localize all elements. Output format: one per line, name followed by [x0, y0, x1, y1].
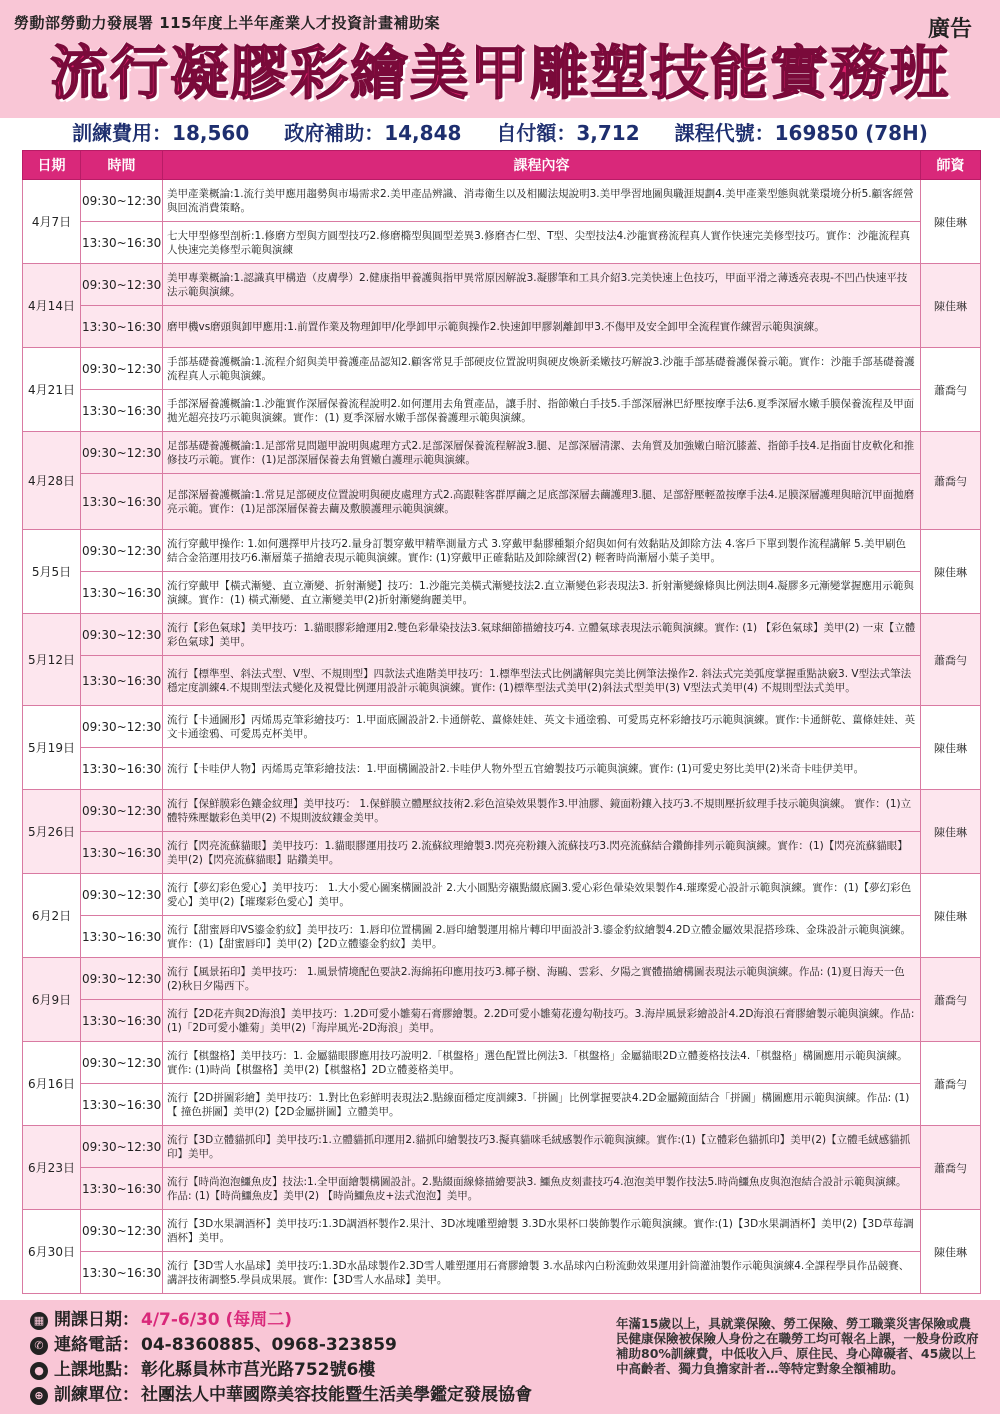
session-content: 流行【甜蜜唇印VS鎏金豹紋】美甲技巧：1.唇印位置構圖 2.唇印繪製運用棉片轉印甲面設計3.鎏金豹紋繪製4.2D立體金屬效果混搭珍珠、金珠設計示範與演練。實作：(1)【甜蜜唇印】美甲(2)【2D立體鎏金豹紋】美甲。: [163, 916, 921, 958]
address-row: [30, 1358, 532, 1383]
session-teacher: 蕭喬勻: [921, 614, 981, 706]
session-date: 4月28日: [23, 432, 81, 530]
session-time: 09:30~12:30: [81, 1126, 163, 1168]
course-code: 課程代號：169850 (78H): [674, 121, 928, 145]
session-date: 5月12日: [23, 614, 81, 706]
session-content: 流行【風景拓印】美甲技巧： 1.風景情境配色要訣2.海綿拓印應用技巧3.椰子樹、海鷗、雲彩、夕陽之實體描繪構圖表現法示範與演練。作品: (1)夏日海天一色(2)秋日夕陽西下。: [163, 958, 921, 1000]
session-content: 足部深層養護概論:1.常見足部硬皮位置說明與硬皮處理方式2.高跟鞋客群厚繭之足底部深層去繭護理3.腿、足部舒壓輕盈按摩手法4.足膜深層護理與暗沉甲面拋磨亮示範。實作：(1)足部深層保養去繭及敷膜護理示範與演練。: [163, 474, 921, 530]
table-row: [23, 348, 981, 390]
session-content: 美甲產業概論:1.流行美甲應用趨勢與市場需求2.美甲產品辨識、消毒衛生以及相關法規說明3.美甲學習地圖與職涯規劃4.美甲產業型態與就業環境分析5.顧客經營與回流消費策略。: [163, 180, 921, 222]
table-row: [23, 1126, 981, 1168]
header-date: 日期: [23, 151, 81, 180]
table-row: [23, 264, 981, 306]
session-time: 13:30~16:30: [81, 832, 163, 874]
session-date: 6月16日: [23, 1042, 81, 1126]
session-time: 09:30~12:30: [81, 958, 163, 1000]
table-row: [23, 1000, 981, 1042]
session-teacher: 蕭喬勻: [921, 1126, 981, 1210]
start-date-row: [30, 1308, 532, 1333]
session-time: 09:30~12:30: [81, 1042, 163, 1084]
table-row: [23, 222, 981, 264]
session-date: 6月9日: [23, 958, 81, 1042]
session-content: 流行穿戴甲操作: 1.如何選擇甲片技巧2.量身訂製穿戴甲精準測量方式 3.穿戴甲黏膠種類介紹與如何有效黏貼及卸除方法 4.客戶下單到製作流程講解 5.美甲刷色結合金箔運用技巧6.漸層葉子描繪表現示範與演練。實作: (1)穿戴甲正確黏貼及卸除練習(2) 輕奢時尚漸層小葉子美甲。: [163, 530, 921, 572]
session-teacher: 蕭喬勻: [921, 958, 981, 1042]
table-row: [23, 1084, 981, 1126]
table-row: [23, 572, 981, 614]
session-time: 13:30~16:30: [81, 1168, 163, 1210]
address-value: 彰化縣員林市莒光路752號6樓: [141, 1360, 376, 1380]
session-content: 磨甲機vs磨頭與卸甲應用:1.前置作業及物理卸甲/化學卸甲示範與操作2.快速卸甲膠剝離卸甲3.不傷甲及安全卸甲全流程實作練習示範與演練。: [163, 306, 921, 348]
government-subsidy: 政府補助：14,848: [284, 121, 462, 145]
globe-icon: ⊕: [30, 1387, 48, 1405]
session-date: 4月14日: [23, 264, 81, 348]
table-row: [23, 306, 981, 348]
session-content: 流行【夢幻彩色愛心】美甲技巧： 1.大小愛心圖案構圖設計 2.大小圓點旁襯點綴底圖3.愛心彩色暈染效果製作4.璀璨愛心設計示範與演練。實作：(1)【夢幻彩色愛心】美甲(2)【璀璨彩色愛心】美甲。: [163, 874, 921, 916]
session-content: 流行【3D立體貓抓印】美甲技巧:1.立體貓抓印運用2.貓抓印繪製技巧3.擬真貓咪毛絨感製作示範與演練。實作:(1)【立體彩色貓抓印】美甲(2)【立體毛絨感貓抓印】美甲。: [163, 1126, 921, 1168]
header-time: 時間: [81, 151, 163, 180]
session-date: 5月26日: [23, 790, 81, 874]
session-time: 13:30~16:30: [81, 572, 163, 614]
session-time: 09:30~12:30: [81, 790, 163, 832]
table-row: [23, 530, 981, 572]
table-row: [23, 474, 981, 530]
session-content: 美甲專業概論:1.認識真甲構造（皮膚學）2.健康指甲養護與指甲異常原因解說3.凝膠筆和工具介紹3.完美快速上色技巧，甲面平滑之薄透亮表現-不凹凸快速平技法示範與演練。: [163, 264, 921, 306]
session-time: 09:30~12:30: [81, 530, 163, 572]
table-row: [23, 748, 981, 790]
start-date-value: 4/7-6/30 (每周二): [141, 1310, 293, 1330]
session-date: 6月30日: [23, 1210, 81, 1294]
session-time: 09:30~12:30: [81, 264, 163, 306]
session-time: 13:30~16:30: [81, 1000, 163, 1042]
session-time: 09:30~12:30: [81, 180, 163, 222]
ad-tag: 廣告: [927, 17, 972, 42]
session-teacher: 陳佳琳: [921, 1210, 981, 1294]
session-content: 流行【2D花卉與2D海浪】美甲技巧：1.2D可愛小雛菊石膏膠繪製。2.2D可愛小雛菊花邊勾勒技巧。3.海岸風景彩繪設計4.2D海浪石膏膠繪製示範與演練。作品:(1)「2D可愛小雛菊」美甲(2)「海岸風光-2D海浪」美甲。: [163, 1000, 921, 1042]
self-pay-amount: 自付額：3,712: [496, 121, 640, 145]
course-title: 流行凝膠彩繪美甲雕塑技能實務班: [49, 39, 950, 107]
session-content: 流行【3D水果調酒杯】美甲技巧:1.3D調酒杯製作2.果汁、3D冰塊雕塑繪製 3.3D水果杯口裝飾製作示範與演練。實作:(1)【3D水果調酒杯】美甲(2)【3D草莓調酒杯】美甲。: [163, 1210, 921, 1252]
session-content: 手部基礎養護概論:1.流程介紹與美甲養護產品認知2.顧客常見手部硬皮位置說明與硬皮煥新柔嫩技巧解說3.沙龍手部基礎養護保養示範。實作：沙龍手部基礎養護流程真人示範與演練。: [163, 348, 921, 390]
sponsor-text: 勞動部勞動力發展署 115年度上半年產業人才投資計畫補助案: [14, 14, 441, 32]
eligibility-note: 年滿15歲以上，具就業保險、勞工保險、勞工職業災害保險或農民健康保險被保險人身份之在職勞工均可報名上課，一般身份政府補助80%訓練費，中低收入戶、原住民、身心障礙者、45歲以上中高齡者、獨力負擔家計者…等特定對象全額補助。: [616, 1316, 979, 1376]
session-time: 09:30~12:30: [81, 874, 163, 916]
start-date-label: 開課日期：: [54, 1310, 139, 1330]
session-content: 七大甲型修型剖析:1.修磨方型與方圓型技巧2.修磨橢型與圓型差異3.修磨杏仁型、T型、尖型技法4.沙龍實務流程真人實作快速完美修型技巧。實作：沙龍流程真人快速完美修型示範與演練: [163, 222, 921, 264]
table-row: [23, 706, 981, 748]
session-content: 流行【棋盤格】美甲技巧：1. 金屬貓眼膠應用技巧說明2.「棋盤格」選色配置比例法3.「棋盤格」金屬貓眼2D立體菱格技法4.「棋盤格」構圖應用示範與演練。實作: (1)時尚【棋盤格】美甲(2)【棋盤格】2D立體菱格美甲。: [163, 1042, 921, 1084]
table-header-row: [23, 151, 981, 180]
table-row: [23, 432, 981, 474]
phone-value: 04-8360885、0968-323859: [141, 1335, 397, 1355]
session-date: 6月23日: [23, 1126, 81, 1210]
table-row: [23, 656, 981, 706]
session-content: 流行【卡哇伊人物】丙烯馬克筆彩繪技法：1.甲面構圖設計2.卡哇伊人物外型五官繪製技巧示範與演練。實作: (1)可愛史努比美甲(2)米奇卡哇伊美甲。: [163, 748, 921, 790]
phone-label: 連絡電話：: [54, 1335, 139, 1355]
phone-icon: ✆: [30, 1337, 48, 1355]
footer-info: [0, 1300, 1000, 1414]
table-row: [23, 832, 981, 874]
session-time: 13:30~16:30: [81, 916, 163, 958]
session-content: 流行【保鮮膜彩色鑲金紋理】美甲技巧： 1.保鮮膜立體壓紋技術2.彩色渲染效果製作3.甲油膠、鏡面粉鑲入技巧3.不規則壓折紋理手技示範與演練。 實作：(1)立體特殊壓皺彩色美甲(2) 不規則波紋鑲金美甲。: [163, 790, 921, 832]
table-row: [23, 958, 981, 1000]
contact-info: [30, 1308, 532, 1408]
session-teacher: 陳佳琳: [921, 180, 981, 264]
table-row: [23, 790, 981, 832]
fee-bar: [0, 118, 1000, 148]
session-time: 13:30~16:30: [81, 474, 163, 530]
header-content: 課程內容: [163, 151, 921, 180]
session-teacher: 陳佳琳: [921, 706, 981, 790]
header-banner: [0, 0, 1000, 118]
session-content: 流行【標準型、斜法式型、V型、不規則型】四款法式進階美甲技巧：1.標準型法式比例講解與完美比例筆法操作2. 斜法式完美弧度掌握重點訣竅3. V型法式筆法穩定度訓練4.不規則型法式變化及視覺比例運用設計示範與演練。實作: (1)標準型法式美甲(2)斜法式型美甲(3) V型法式美甲(4) 不規則型法式美甲。: [163, 656, 921, 706]
session-teacher: 蕭喬勻: [921, 1042, 981, 1126]
table-row: [23, 1168, 981, 1210]
session-time: 13:30~16:30: [81, 1252, 163, 1294]
location-pin-icon: ●: [30, 1362, 48, 1380]
table-row: [23, 180, 981, 222]
session-time: 13:30~16:30: [81, 222, 163, 264]
schedule-body: [23, 180, 981, 1294]
table-row: [23, 614, 981, 656]
session-content: 流行【2D拼圖彩繪】美甲技巧：1.對比色彩鮮明表現法2.點線面穩定度訓練3.「拼圖」比例掌握要訣4.2D金屬鏡面結合「拼圖」構圖應用示範與演練。作品: (1)【 撞色拼圖】美甲(2)【2D金屬拼圖】立體美甲。: [163, 1084, 921, 1126]
session-time: 13:30~16:30: [81, 748, 163, 790]
session-teacher: 蕭喬勻: [921, 432, 981, 530]
calendar-icon: ▦: [30, 1312, 48, 1330]
session-date: 6月2日: [23, 874, 81, 958]
session-date: 5月19日: [23, 706, 81, 790]
table-row: [23, 874, 981, 916]
session-time: 09:30~12:30: [81, 614, 163, 656]
session-time: 09:30~12:30: [81, 706, 163, 748]
session-date: 4月7日: [23, 180, 81, 264]
session-content: 手部深層養護概論:1.沙龍實作深層保養流程說明2.如何運用去角質產品，讓手肘、指節嫩白手技5.手部深層淋巴紓壓按摩手法6.夏季深層水嫩手膜保養流程及甲面拋光超亮技巧示範與演練。實作：(1) 夏季深層水嫩手部保養護理示範與演練。: [163, 390, 921, 432]
organization-label: 訓練單位：: [54, 1385, 139, 1405]
address-label: 上課地點：: [54, 1360, 139, 1380]
session-content: 流行【時尚泡泡鱷魚皮】技法:1.全甲面繪製構圖設計。2.點綴面線條描繪要訣3. 鱷魚皮刻畫技巧4.泡泡美甲製作技法5.時尚鱷魚皮與泡泡結合設計示範與演練。作品: (1)【時尚鱷魚皮】美甲(2) 【時尚鱷魚皮+法式泡泡】美甲。: [163, 1168, 921, 1210]
session-teacher: 陳佳琳: [921, 874, 981, 958]
organization-row: [30, 1383, 532, 1408]
table-row: [23, 916, 981, 958]
session-content: 足部基礎養護概論:1.足部常見問題甲說明與處理方式2.足部深層保養流程解說3.腿、足部深層清潔、去角質及加強嫩白暗沉膝蓋、指節手技4.足指面甘皮軟化和推修技巧示範。實作：(1)足部深層保養去角質嫩白護理示範與演練。: [163, 432, 921, 474]
phone-row: [30, 1333, 532, 1358]
session-time: 13:30~16:30: [81, 390, 163, 432]
table-row: [23, 1210, 981, 1252]
session-time: 13:30~16:30: [81, 656, 163, 706]
session-time: 09:30~12:30: [81, 348, 163, 390]
session-content: 流行【閃亮流蘇貓眼】美甲技巧：1.貓眼膠運用技巧 2.流蘇紋理繪製3.閃亮亮粉鑲入流蘇技巧3.閃亮流蘇結合鑽飾排列示範與演練。實作：(1)【閃亮流蘇貓眼】美甲(2)【閃亮流蘇貓眼】貼鑽美甲。: [163, 832, 921, 874]
table-row: [23, 1252, 981, 1294]
session-teacher: 陳佳琳: [921, 264, 981, 348]
session-time: 09:30~12:30: [81, 1210, 163, 1252]
session-teacher: 蕭喬勻: [921, 348, 981, 432]
table-row: [23, 1042, 981, 1084]
session-teacher: 陳佳琳: [921, 530, 981, 614]
table-row: [23, 390, 981, 432]
header-teacher: 師資: [921, 151, 981, 180]
session-content: 流行穿戴甲【橫式漸變、直立漸變、折射漸變】技巧：1.沙龍完美橫式漸變技法2.直立漸變色彩表現法3. 折射漸變線條與比例法則4.凝膠多元漸變掌握應用示範與演練。實作：(1) 橫式漸變、直立漸變美甲(2)折射漸變絢麗美甲。: [163, 572, 921, 614]
session-time: 13:30~16:30: [81, 1084, 163, 1126]
session-date: 5月5日: [23, 530, 81, 614]
session-content: 流行【3D雪人水晶球】美甲技巧:1.3D水晶球製作2.3D雪人雕塑運用石膏膠繪製 3.水晶球內白粉流動效果運用針筒灌油製作示範與演練4.全課程學員作品競賽、講評技術調整5.學員成果展。實作:【3D雪人水晶球】美甲。: [163, 1252, 921, 1294]
session-time: 13:30~16:30: [81, 306, 163, 348]
session-content: 流行【彩色氣球】美甲技巧：1.貓眼膠彩繪運用2.雙色彩暈染技法3.氣球細節描繪技巧4. 立體氣球表現法示範與演練。實作: (1) 【彩色氣球】美甲(2) 一束【立體彩色氣球】美甲。: [163, 614, 921, 656]
session-date: 4月21日: [23, 348, 81, 432]
session-content: 流行【卡通圖形】丙烯馬克筆彩繪技巧：1.甲面底圖設計2.卡通餅乾、薑條娃娃、英文卡通塗鴉、可愛馬克杯彩繪技巧示範與演練。實作:卡通餅乾、薑條娃娃、英文卡通塗鴉、可愛馬克杯美甲。: [163, 706, 921, 748]
session-time: 09:30~12:30: [81, 432, 163, 474]
training-fee: 訓練費用：18,560: [72, 121, 250, 145]
session-teacher: 陳佳琳: [921, 790, 981, 874]
schedule-table: [22, 150, 981, 1294]
organization-value: 社團法人中華國際美容技能暨生活美學鑑定發展協會: [141, 1385, 532, 1405]
